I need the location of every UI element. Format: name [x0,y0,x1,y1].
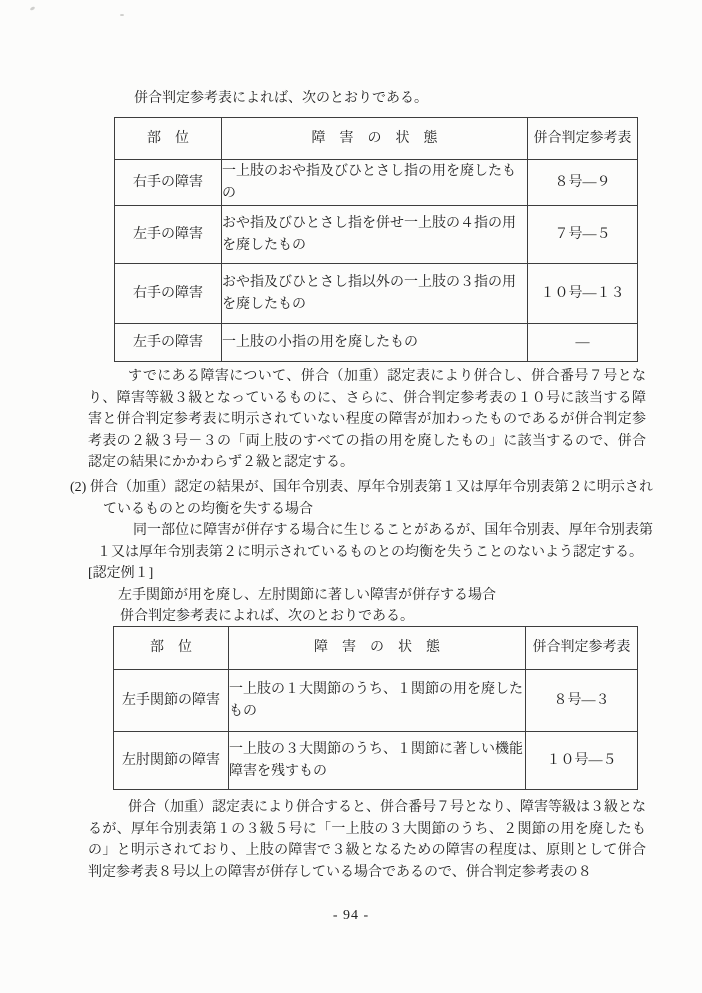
section-2-block [70,477,654,628]
reference-table-2 [113,626,638,790]
ref-cell: １０号―１３ [528,264,638,324]
reference-table-1 [114,117,638,362]
page-number: - 94 - [332,908,370,923]
table-row [115,324,638,362]
item-2-body: 同一部位に障害が併存する場合に生じることがあるが、国年令別表、厚年令別表第１又は厚年令別表第２に明示されているものとの均衡を失うことのないよう認定する。 [97,523,653,560]
example-1-label: [認定例１] [88,566,154,581]
scan-speck [120,14,124,16]
scan-speck [30,6,36,11]
part-cell: 左手の障害 [115,206,222,264]
header-part: 部 位 [114,627,229,670]
header-ref: 併合判定参考表 [526,627,638,670]
state-cell: 一上肢の３大関節のうち、１関節に著しい機能障害を残すもの [229,732,526,790]
state-cell: 一上肢のおや指及びひとさし指の用を廃したもの [222,160,528,206]
item-2-heading [70,477,653,520]
closing-paragraph: 併合（加重）認定表により併合すると、併合番号７号となり、障害等級は３級となるが、厚年令別表第１の３級５号に「一上肢の３大関節のうち、２関節の用を廃したもの」と明示されており、上肢の障害で３級となるための障害の程度は、原則として併合判定参考表８号以上の障害が併存している場合であるので、併合判定参考表の８ [88,800,646,880]
table-row [115,264,638,324]
item-2-heading-text: 併合（加重）認定の結果が、国年令別表、厚年令別表第１又は厚年令別表第２に明示されているものとの均衡を失する場合 [89,480,654,517]
table-row [114,732,638,790]
intro-line: 併合判定参考表によれば、次のとおりである。 [134,91,428,106]
ref-cell: ８号―９ [528,160,638,206]
table-header-row [114,627,638,670]
table-header-row [115,118,638,160]
state-cell: おや指及びひとさし指以外の一上肢の３指の用を廃したもの [222,264,528,324]
part-cell: 右手の障害 [115,160,222,206]
part-cell: 左肘関節の障害 [114,732,229,790]
table-row [115,160,638,206]
header-part: 部 位 [115,118,222,160]
item-2-label: (2) [70,480,87,495]
example-1-intro-line: 併合判定参考表によれば、次のとおりである。 [120,609,414,624]
ref-cell: ８号―３ [526,670,638,732]
table-row [114,670,638,732]
header-state: 障 害 の 状 態 [222,118,528,160]
state-cell: 一上肢の１大関節のうち、１関節の用を廃したもの [229,670,526,732]
part-cell: 左手の障害 [115,324,222,362]
ref-cell: ― [528,324,638,362]
example-1-case-line: 左手関節が用を廃し、左肘関節に著しい障害が併存する場合 [118,587,496,603]
header-ref: 併合判定参考表 [528,118,638,160]
state-cell: 一上肢の小指の用を廃したもの [222,324,528,362]
header-state: 障 害 の 状 態 [229,627,526,670]
ref-cell: ７号―５ [528,206,638,264]
part-cell: 右手の障害 [115,264,222,324]
paragraph-combined-determination: すでにある障害について、併合（加重）認定表により併合し、併合番号７号となり、障害等級３級となっているものに、さらに、併合判定参考表の１０号に該当する障害と併合判定参考表に明示されていない程度の障害が加わったものであるが併合判定参考表の２級３号－３の「両上肢のすべての指の用を廃したもの」に該当するので、併合認定の結果にかかわらず２級と認定する。 [88,369,646,470]
state-cell: おや指及びひとさし指を併せ一上肢の４指の用を廃したもの [222,206,528,264]
table-row [115,206,638,264]
ref-cell: １０号―５ [526,732,638,790]
part-cell: 左手関節の障害 [114,670,229,732]
